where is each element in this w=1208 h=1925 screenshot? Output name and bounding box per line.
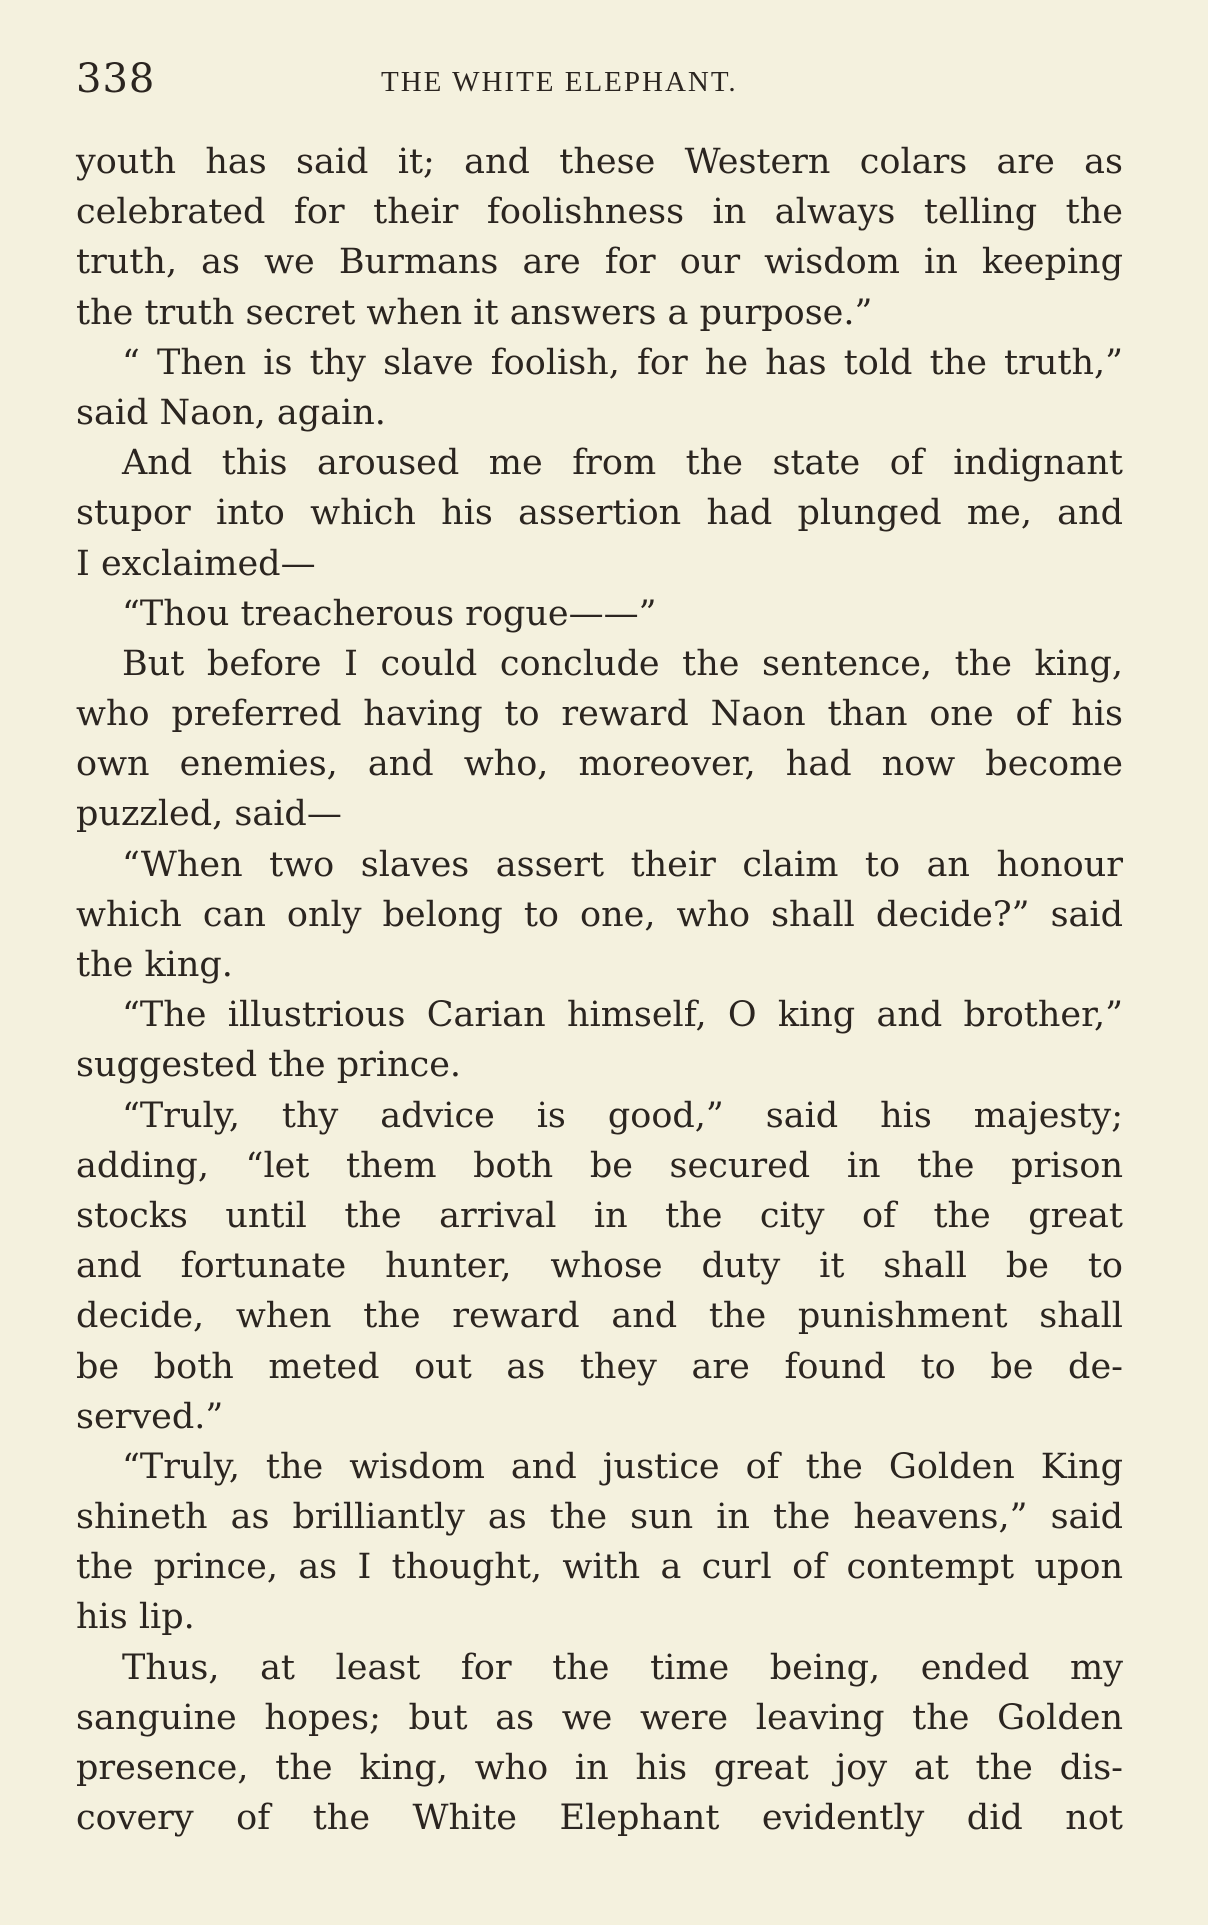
text-line: suggested the prince. (76, 1045, 462, 1086)
text-line: the truth secret when it answers a purpose.” (76, 292, 873, 333)
text-line: truth, as we Burmans are for our wisdom in keeping (76, 242, 1123, 283)
page-number: 338 (76, 56, 156, 102)
text-line: And this aroused me from the state of indignant (122, 443, 1123, 484)
text-line: stupor into which his assertion had plunged me, and (76, 493, 1123, 534)
text-line: covery of the White Elephant evidently did not (76, 1798, 1123, 1839)
text-line: said Naon, again. (76, 392, 386, 433)
text-line: which can only belong to one, who shall decide?” said (76, 894, 1123, 935)
text-line: be both meted out as they are found to be de- (76, 1346, 1123, 1387)
text-line: presence, the king, who in his great joy at the dis- (76, 1748, 1123, 1788)
text-line: stocks until the arrival in the city of the great (76, 1195, 1123, 1236)
text-line: “When two slaves assert their claim to an honour (122, 844, 1123, 885)
text-line: own enemies, and who, moreover, had now become (76, 744, 1123, 785)
text-line: decide, when the reward and the punishment shall (76, 1296, 1123, 1337)
text-line: But before I could conclude the sentence, the king, (122, 643, 1123, 684)
text-line: puzzled, said— (76, 794, 342, 835)
text-line: “Truly, the wisdom and justice of the Golden King (122, 1446, 1123, 1487)
text-line: youth has said it; and these Western colars are as (76, 142, 1123, 182)
text-line: the prince, as I thought, with a curl of contempt upon (76, 1547, 1123, 1588)
text-line: “ Then is thy slave foolish, for he has told the truth,” (122, 342, 1123, 383)
text-line: I exclaimed— (76, 543, 316, 584)
running-title: THE WHITE ELEPHANT. (381, 66, 738, 98)
text-line: sanguine hopes; but as we were leaving the Golden (76, 1697, 1123, 1738)
text-line: his lip. (76, 1597, 195, 1638)
running-head (76, 56, 1120, 116)
text-line: the king. (76, 945, 233, 985)
text-line: “The illustrious Carian himself, O king and brother,” (122, 995, 1123, 1036)
text-line: adding, “let them both be secured in the prison (76, 1145, 1123, 1186)
body-text (76, 137, 1123, 1843)
text-line: shineth as brilliantly as the sun in the heavens,” said (76, 1497, 1123, 1538)
text-line: who preferred having to reward Naon than one of his (76, 694, 1123, 735)
text-line: Thus, at least for the time being, ended my (122, 1647, 1123, 1688)
text-line: served.” (76, 1396, 224, 1437)
text-line: “Thou treacherous rogue——” (122, 593, 657, 634)
text-line: celebrated for their foolishness in always telling the (76, 192, 1123, 233)
text-line: “Truly, thy advice is good,” said his majesty; (122, 1095, 1123, 1136)
text-line: and fortunate hunter, whose duty it shall be to (76, 1246, 1123, 1287)
